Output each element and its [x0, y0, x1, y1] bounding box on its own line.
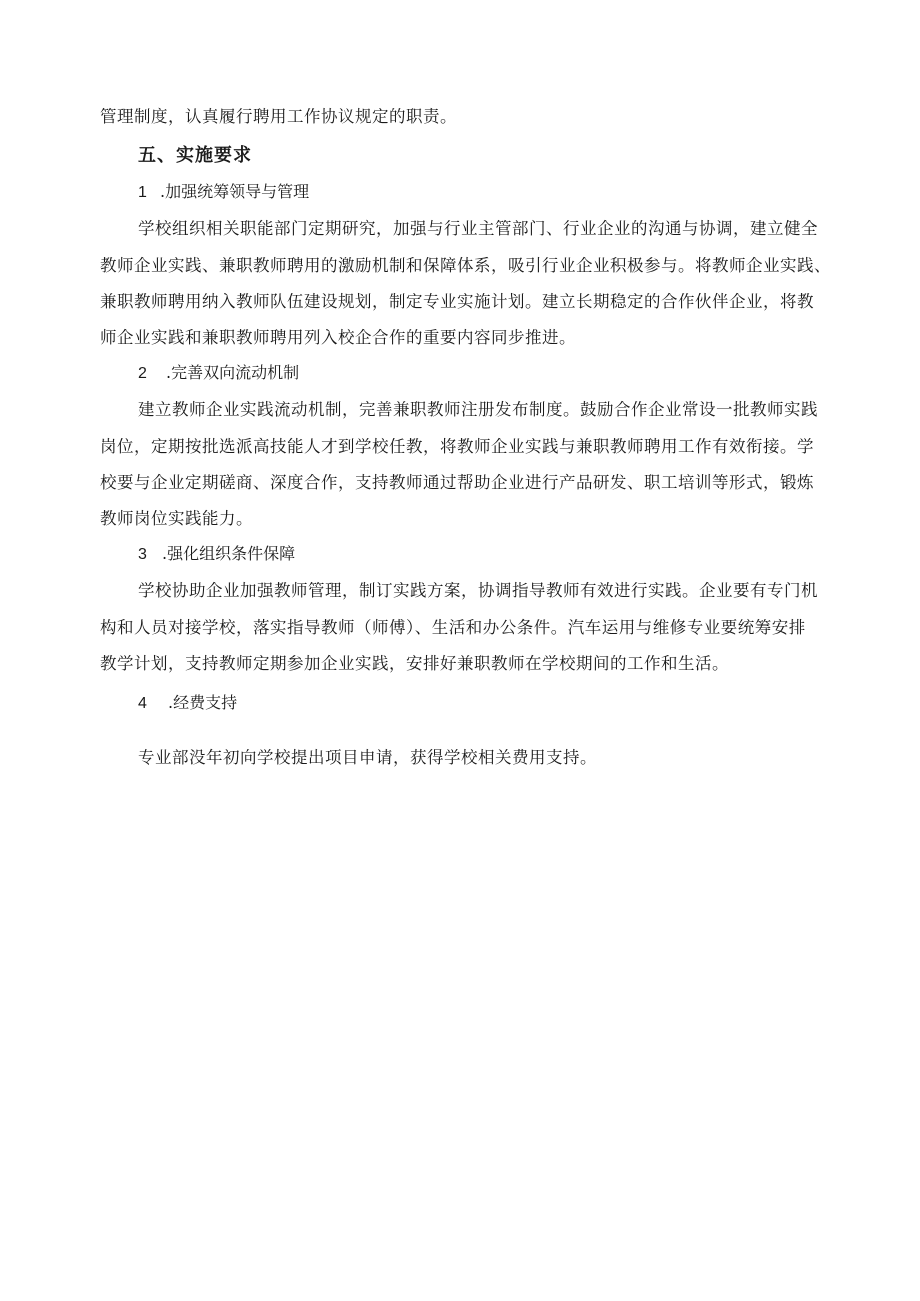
item-3-number: 3	[138, 546, 147, 563]
section-title: 五、实施要求	[138, 145, 252, 166]
item-4-number: 4	[138, 695, 147, 712]
item-1-line-2: 教师企业实践、兼职教师聘用的激励机制和保障体系，吸引行业企业积极参与。将教师企业实践、	[100, 256, 831, 275]
item-4-heading	[138, 693, 237, 714]
item-3-line-2: 构和人员对接学校，落实指导教师（师傅）、生活和办公条件。汽车运用与维修专业要统筹安排	[100, 618, 806, 637]
intro-tail-text: 管理制度，认真履行聘用工作协议规定的职责。	[100, 107, 457, 126]
item-2-title: .完善双向流动机制	[166, 363, 300, 382]
item-1-title: .加强统筹领导与管理	[160, 182, 310, 201]
item-1-line-1: 学校组织相关职能部门定期研究，加强与行业主管部门、行业企业的沟通与协调，建立健全	[138, 219, 818, 238]
item-2-number: 2	[138, 365, 147, 382]
item-3-line-3: 教学计划，支持教师定期参加企业实践，安排好兼职教师在学校期间的工作和生活。	[100, 654, 729, 673]
item-3-line-1: 学校协助企业加强教师管理，制订实践方案，协调指导教师有效进行实践。企业要有专门机	[138, 581, 818, 600]
item-2-line-1: 建立教师企业实践流动机制，完善兼职教师注册发布制度。鼓励合作企业常设一批教师实践	[138, 400, 818, 419]
item-1-line-4: 师企业实践和兼职教师聘用列入校企合作的重要内容同步推进。	[100, 328, 576, 347]
item-2-heading	[138, 363, 299, 384]
item-1-heading	[138, 182, 309, 203]
item-2-line-4: 教师岗位实践能力。	[100, 509, 253, 528]
item-2-line-2: 岗位，定期按批选派高技能人才到学校任教，将教师企业实践与兼职教师聘用工作有效衔接。学	[100, 437, 814, 456]
item-2-line-3: 校要与企业定期磋商、深度合作，支持教师通过帮助企业进行产品研发、职工培训等形式，锻炼	[100, 473, 814, 492]
item-3-heading	[138, 544, 295, 565]
item-1-number: 1	[138, 184, 147, 201]
item-4-title: .经费支持	[168, 693, 238, 712]
item-1-line-3: 兼职教师聘用纳入教师队伍建设规划，制定专业实施计划。建立长期稳定的合作伙伴企业，将教	[100, 292, 814, 311]
item-4-line-1: 专业部没年初向学校提出项目申请，获得学校相关费用支持。	[138, 748, 597, 767]
item-3-title: .强化组织条件保障	[162, 544, 296, 563]
